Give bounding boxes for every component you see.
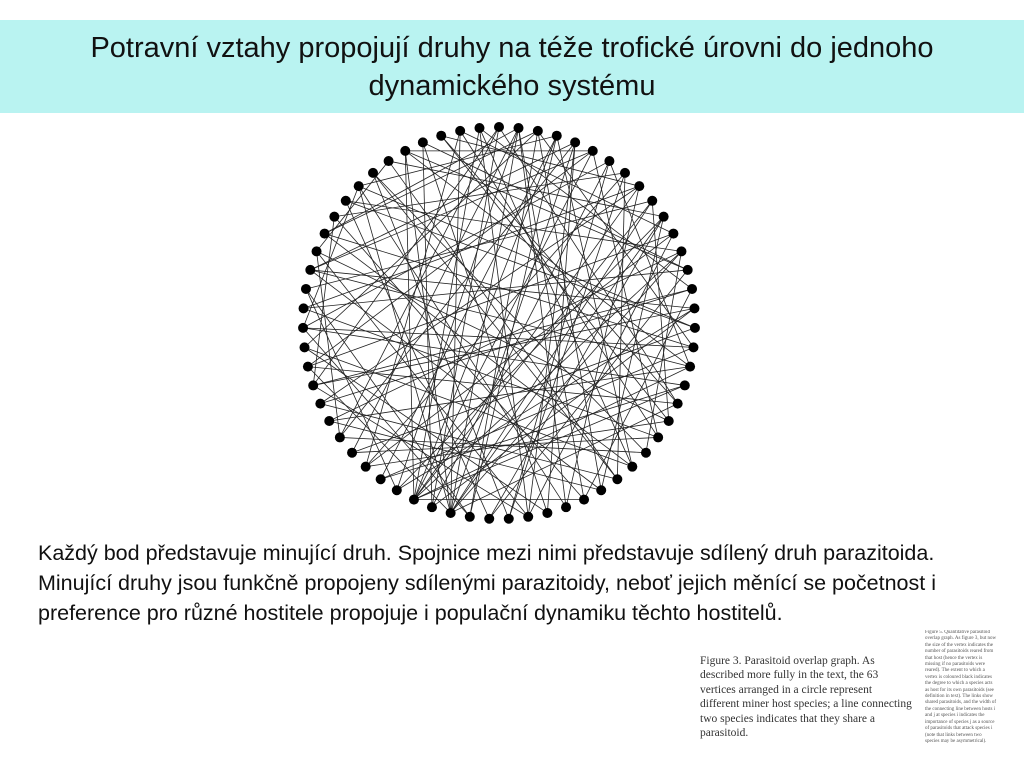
vertex-59: [418, 137, 428, 147]
vertex-30: [523, 512, 533, 522]
vertex-48: [299, 303, 309, 313]
vertex-46: [300, 342, 310, 352]
vertex-26: [596, 485, 606, 495]
figure-side-note: Figure 5. Quantitative parasitoid overlap graph. As figure 3, but now the size of the vertex indicates the number of parasitoids reared from that host (hence the vertex is missing if no parasitoids were reared). The extent to which a vertex is coloured black indicates the degree to which a species acts as host for its own parasitoids (see definition in text). The links show shared parasitoids, and the width of the connecting line between hosts i and j at species i indicates the importance of species j as a source of parasitoids that attack species i (note that links between two species may be asymmetrical).: [925, 630, 997, 744]
vertex-24: [627, 462, 637, 472]
parasitoid-overlap-graph: [286, 113, 714, 533]
vertex-11: [668, 229, 678, 239]
vertex-49: [301, 284, 311, 294]
vertex-19: [680, 380, 690, 390]
vertex-12: [676, 246, 686, 256]
vertex-52: [320, 229, 330, 239]
vertex-13: [683, 265, 693, 275]
vertex-0: [494, 122, 504, 132]
vertex-2: [533, 126, 543, 136]
vertex-8: [634, 181, 644, 191]
vertex-16: [690, 323, 700, 333]
vertex-28: [561, 502, 571, 512]
vertex-37: [392, 485, 402, 495]
slide-description: Každý bod představuje minující druh. Spojnice mezi nimi představuje sdílený druh parazitoida. Minující druhy jsou funkčně propojeny sdílenými parazitoidy, neboť jejich měnící se početnost i preference pro různé hostitele propojuje i populační dynamiku těchto hostitelů.: [38, 541, 936, 625]
title-bar: [0, 20, 1024, 113]
vertex-14: [687, 284, 697, 294]
vertex-10: [659, 212, 669, 222]
vertex-17: [688, 342, 698, 352]
vertex-38: [376, 474, 386, 484]
vertex-33: [465, 512, 475, 522]
vertex-50: [305, 265, 315, 275]
vertex-56: [368, 168, 378, 178]
vertex-41: [335, 432, 345, 442]
vertex-53: [329, 212, 339, 222]
vertex-4: [570, 137, 580, 147]
vertex-43: [315, 399, 325, 409]
vertex-20: [673, 399, 683, 409]
vertex-34: [446, 508, 456, 518]
vertex-32: [484, 514, 494, 524]
vertex-40: [347, 448, 357, 458]
vertex-3: [552, 131, 562, 141]
vertex-61: [455, 126, 465, 136]
vertex-18: [685, 362, 695, 372]
vertex-44: [308, 380, 318, 390]
vertex-27: [579, 495, 589, 505]
vertex-29: [542, 508, 552, 518]
vertex-58: [400, 146, 410, 156]
graph-background: [286, 113, 714, 533]
vertex-47: [298, 323, 308, 333]
vertex-1: [514, 123, 524, 133]
vertex-54: [341, 196, 351, 206]
vertex-60: [436, 131, 446, 141]
vertex-15: [689, 303, 699, 313]
figure-caption: Figure 3. Parasitoid overlap graph. As described more fully in the text, the 63 vertices arranged in a circle represent different miner host species; a line connecting two species indicates that they share a parasitoid.: [700, 655, 912, 740]
vertex-51: [312, 246, 322, 256]
vertex-5: [588, 146, 598, 156]
vertex-9: [647, 196, 657, 206]
vertex-31: [504, 514, 514, 524]
vertex-45: [303, 362, 313, 372]
vertex-39: [361, 462, 371, 472]
vertex-42: [324, 416, 334, 426]
vertex-22: [653, 432, 663, 442]
vertex-25: [612, 474, 622, 484]
slide-title: Potravní vztahy propojují druhy na téže trofické úrovni do jednoho dynamického systému: [90, 32, 934, 102]
vertex-36: [409, 495, 419, 505]
vertex-35: [427, 502, 437, 512]
vertex-57: [384, 156, 394, 166]
vertex-62: [474, 123, 484, 133]
vertex-6: [604, 156, 614, 166]
vertex-21: [664, 416, 674, 426]
vertex-23: [641, 448, 651, 458]
vertex-7: [620, 168, 630, 178]
vertex-55: [354, 181, 364, 191]
